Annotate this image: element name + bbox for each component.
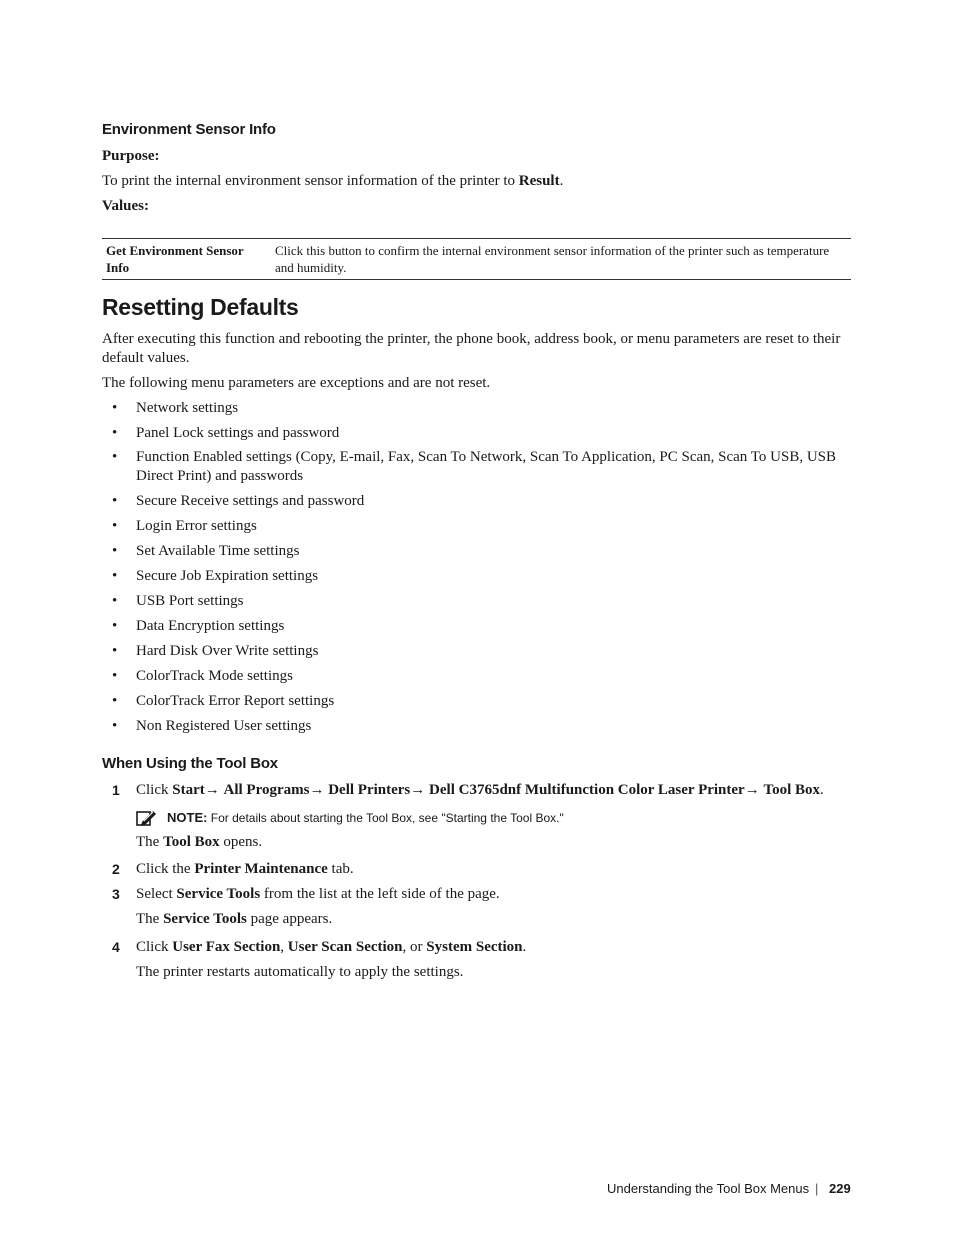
- step-1-toolbox: Tool Box: [763, 782, 821, 798]
- note-label: NOTE:: [167, 810, 208, 825]
- step-3-text: [136, 885, 500, 904]
- step-4-user-fax: User Fax Section: [172, 939, 281, 955]
- reset-paragraph-1: After executing this function and rebooting the printer, the phone book, address book, or menu parameters are reset to their default values.: [102, 331, 841, 366]
- step-1-end: .: [820, 782, 824, 798]
- bullet-icon: •: [112, 425, 118, 441]
- values-label: [102, 197, 149, 216]
- step-number-2: 2: [112, 861, 120, 877]
- opens-post: opens.: [219, 834, 263, 850]
- bullet-icon: •: [112, 668, 118, 684]
- purpose-text: [102, 172, 563, 191]
- step-1-all-programs: All Programs: [223, 782, 310, 798]
- footer-title: Understanding the Tool Box Menus: [607, 1181, 810, 1196]
- footer-separator: |: [815, 1181, 819, 1196]
- opens-bold: Tool Box: [163, 834, 220, 850]
- step-3-post: from the list at the left side of the page.: [260, 886, 500, 902]
- arrow-icon: →: [309, 782, 325, 798]
- list-item: ColorTrack Mode settings: [136, 668, 293, 684]
- reset-paragraph-2: The following menu parameters are exceptions and are not reset.: [102, 375, 491, 391]
- bullet-icon: •: [112, 449, 118, 465]
- step-number-3: 3: [112, 886, 120, 902]
- bullet-icon: •: [112, 493, 118, 509]
- list-item: Secure Receive settings and password: [136, 493, 365, 509]
- note: [167, 810, 564, 825]
- step-2-text: [136, 860, 354, 879]
- bullet-icon: •: [112, 693, 118, 709]
- purpose-text-start: To print the internal environment sensor information of the printer to: [102, 173, 519, 189]
- purpose-label: [102, 147, 160, 166]
- step-4-text: [136, 938, 526, 957]
- step-4-user-scan: User Scan Section: [287, 939, 403, 955]
- list-item: Secure Job Expiration settings: [136, 568, 319, 584]
- arrow-icon: →: [204, 782, 220, 798]
- step-4-end: .: [522, 939, 527, 955]
- appears-bold: Service Tools: [163, 911, 247, 927]
- bullet-icon: •: [112, 618, 118, 634]
- bullet-icon: •: [112, 593, 118, 609]
- step-number-4: 4: [112, 939, 120, 955]
- step-4-pre: Click: [136, 939, 173, 955]
- table-term: Get Environment Sensor Info: [106, 243, 244, 275]
- values-label-text: Values:: [102, 198, 149, 214]
- section-heading-resetting-defaults: Resetting Defaults: [102, 294, 299, 320]
- opens-pre: The: [136, 834, 164, 850]
- purpose-result: Result: [518, 173, 560, 189]
- list-item: Set Available Time settings: [136, 543, 300, 559]
- bullet-icon: •: [112, 643, 118, 659]
- list-item: Function Enabled settings (Copy, E-mail, Fax, Scan To Network, Scan To Application, PC Scan, Scan To USB, USB Direct Print) and passwords: [136, 449, 837, 484]
- list-item: ColorTrack Error Report settings: [136, 693, 335, 709]
- step-1-text: [136, 781, 852, 800]
- table-description: Click this button to confirm the internal environment sensor information of the printer such as temperature and humidity.: [275, 243, 830, 275]
- tool-box-opens: [136, 833, 262, 852]
- purpose-text-end: .: [559, 173, 564, 189]
- bullet-icon: •: [112, 400, 118, 416]
- step-2-pre: Click the: [136, 861, 195, 877]
- list-item: Non Registered User settings: [136, 718, 312, 734]
- step-1-dell-printers: Dell Printers: [328, 782, 411, 798]
- purpose-label-text: Purpose:: [102, 148, 160, 164]
- step-4-sep1: ,: [280, 939, 288, 955]
- arrow-icon: →: [410, 782, 426, 798]
- step-1-click: Click: [136, 782, 173, 798]
- list-item: Network settings: [136, 400, 239, 416]
- values-table: [102, 238, 851, 280]
- step-1-start: Start: [172, 782, 205, 798]
- list-item: Hard Disk Over Write settings: [136, 643, 319, 659]
- step-2-post: tab.: [327, 861, 354, 877]
- step-4-sep2: , or: [402, 939, 427, 955]
- section-heading-environment-sensor-info: Environment Sensor Info: [102, 121, 276, 138]
- step-number-1: 1: [112, 782, 120, 798]
- bullet-icon: •: [112, 718, 118, 734]
- list-item: Panel Lock settings and password: [136, 425, 340, 441]
- list-item: USB Port settings: [136, 593, 244, 609]
- appears-post: page appears.: [246, 911, 333, 927]
- page-number: 229: [829, 1181, 851, 1196]
- step-1-printer: Dell C3765dnf Multifunction Color Laser Printer: [429, 782, 745, 798]
- arrow-icon: →: [744, 782, 760, 798]
- printer-restarts: The printer restarts automatically to apply the settings.: [136, 964, 464, 980]
- bullet-icon: •: [112, 568, 118, 584]
- step-2-bold: Printer Maintenance: [194, 861, 328, 877]
- section-heading-when-using-tool-box: When Using the Tool Box: [102, 755, 278, 772]
- service-tools-appears: [136, 910, 332, 929]
- appears-pre: The: [136, 911, 164, 927]
- list-item: Login Error settings: [136, 518, 257, 534]
- bullet-icon: •: [112, 518, 118, 534]
- step-4-system: System Section: [426, 939, 523, 955]
- step-3-bold: Service Tools: [176, 886, 261, 902]
- step-3-pre: Select: [136, 886, 177, 902]
- bullet-icon: •: [112, 543, 118, 559]
- note-text: For details about starting the Tool Box, see "Starting the Tool Box.": [207, 811, 564, 825]
- list-item: Data Encryption settings: [136, 618, 285, 634]
- note-pencil-icon: [136, 809, 158, 827]
